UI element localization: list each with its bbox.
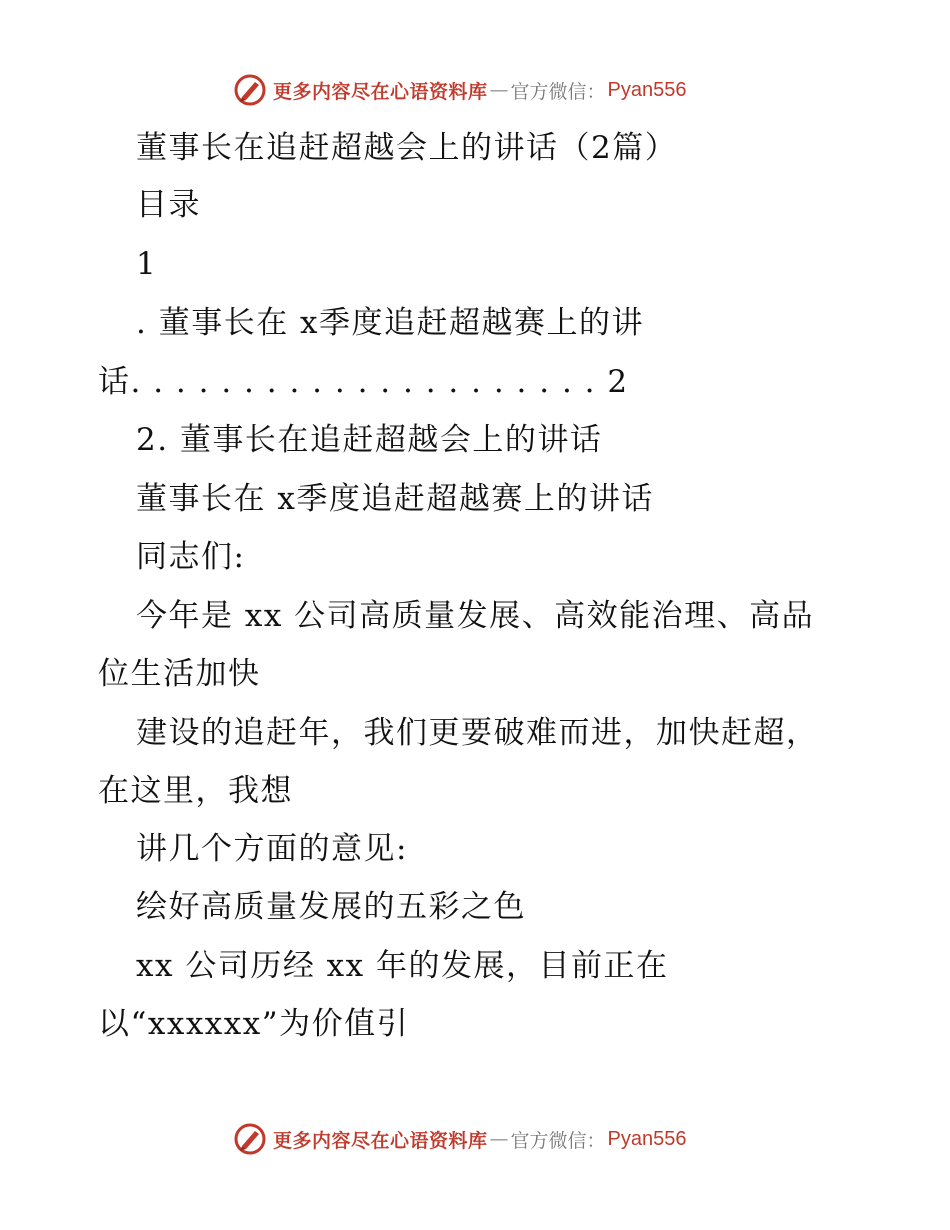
watermark-wechat-id: Pyan556 bbox=[607, 1127, 687, 1150]
watermark-site-text: 更多内容尽在心语资料库 bbox=[273, 80, 488, 103]
watermark-site-text: 更多内容尽在心语资料库 bbox=[273, 1129, 488, 1152]
watermark-wechat-id: Pyan556 bbox=[607, 78, 687, 101]
paragraph-line: 讲几个方面的意见: bbox=[136, 831, 408, 867]
pen-logo-icon bbox=[233, 1122, 267, 1156]
toc-item-number: 1 bbox=[136, 246, 158, 282]
paragraph-line: 以“xxxxxx”为价值引 bbox=[98, 1006, 410, 1042]
subheading: 绘好高质量发展的五彩之色 bbox=[136, 889, 526, 925]
pen-logo-icon bbox=[233, 73, 267, 107]
watermark-wechat-label: 官方微信： bbox=[510, 80, 606, 103]
paragraph-line: xx 公司历经 xx 年的发展，目前正在 bbox=[136, 948, 669, 984]
toc-item-1: . 董事长在 x季度追赶超越赛上的讲 bbox=[136, 305, 645, 341]
toc-item-2: 2. 董事长在追赶超越会上的讲话 bbox=[136, 422, 603, 458]
paragraph-line: 今年是 xx 公司高质量发展、高效能治理、高品 bbox=[136, 598, 815, 634]
watermark-header bbox=[233, 72, 687, 108]
watermark-wechat-label: 官方微信： bbox=[510, 1129, 606, 1152]
watermark-dash: — bbox=[489, 79, 509, 101]
toc-item-1-leader: 话. . . . . . . . . . . . . . . . . . . . . 2 bbox=[98, 364, 629, 400]
toc-heading: 目录 bbox=[136, 187, 201, 223]
paragraph-line: 建设的追赶年，我们更要破难而进，加快赶超， bbox=[136, 715, 819, 751]
paragraph-line: 在这里，我想 bbox=[98, 773, 293, 809]
watermark-dash: — bbox=[489, 1128, 509, 1150]
salutation: 同志们: bbox=[136, 539, 246, 575]
watermark-footer bbox=[233, 1121, 687, 1157]
document-title: 董事长在追赶超越会上的讲话（2篇） bbox=[136, 130, 678, 166]
section-heading: 董事长在 x季度追赶超越赛上的讲话 bbox=[136, 481, 654, 517]
paragraph-line: 位生活加快 bbox=[98, 656, 261, 692]
